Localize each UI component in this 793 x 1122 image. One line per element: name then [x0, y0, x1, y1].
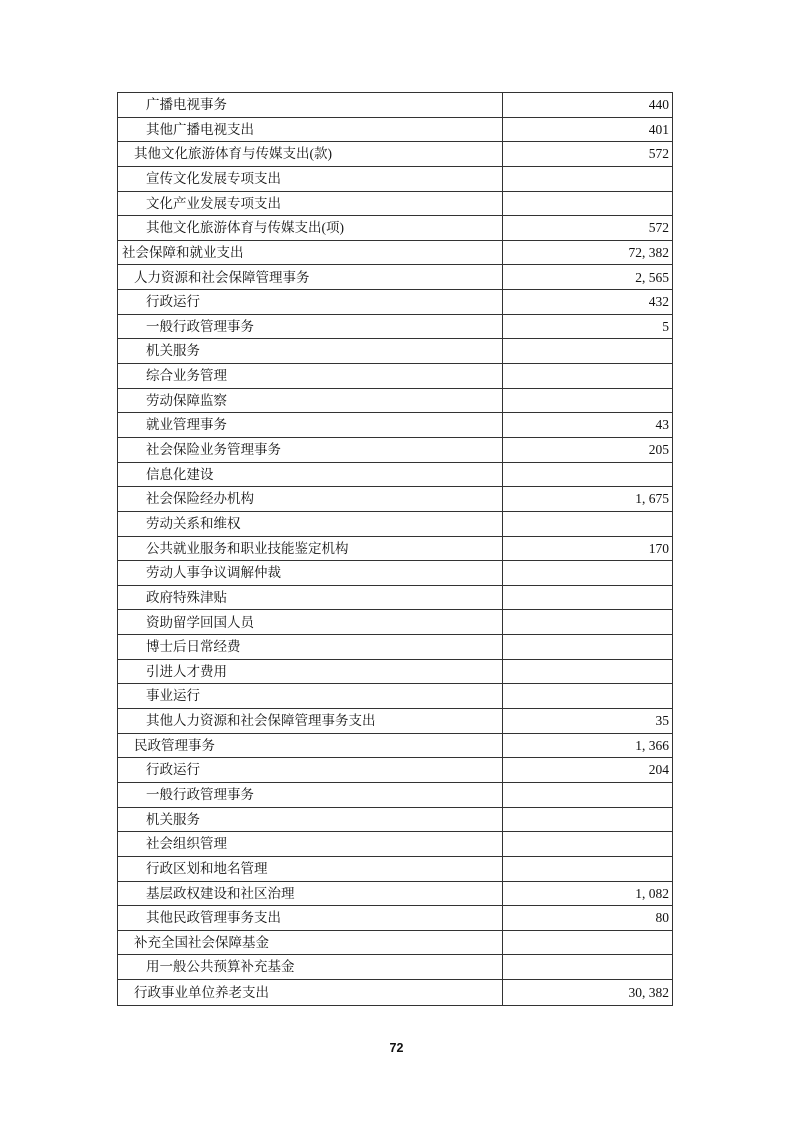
- item-name-cell: 劳动人事争议调解仲裁: [118, 561, 503, 585]
- table-row: [118, 290, 672, 315]
- item-name-cell: 社会保障和就业支出: [118, 241, 503, 265]
- table-row: [118, 389, 672, 414]
- table-row: [118, 463, 672, 488]
- amount-cell: [503, 463, 672, 487]
- item-name-cell: 其他人力资源和社会保障管理事务支出: [118, 709, 503, 733]
- amount-cell: [503, 684, 672, 708]
- table-row: [118, 586, 672, 611]
- table-row: [118, 93, 672, 118]
- amount-cell: 30, 382: [628, 984, 669, 1000]
- table-row: [118, 487, 672, 512]
- amount-cell: [503, 561, 672, 585]
- item-name-cell: 其他民政管理事务支出: [118, 906, 503, 930]
- table-row: [118, 438, 672, 463]
- table-row: [118, 635, 672, 660]
- amount-cell: 205: [648, 442, 669, 458]
- amount-cell: [503, 610, 672, 634]
- item-name-cell: 引进人才费用: [118, 660, 503, 684]
- table-row: [118, 684, 672, 709]
- amount-cell: [503, 364, 672, 388]
- table-row: [118, 561, 672, 586]
- item-name-cell: 其他广播电视支出: [118, 118, 503, 142]
- table-row: [118, 906, 672, 931]
- amount-cell: 440: [648, 97, 669, 113]
- table-row: [118, 192, 672, 217]
- amount-cell: 2, 565: [635, 269, 669, 285]
- table-row: [118, 882, 672, 907]
- table-row: [118, 364, 672, 389]
- table-row: [118, 832, 672, 857]
- amount-cell: 1, 082: [635, 885, 669, 901]
- table-row: [118, 857, 672, 882]
- item-name-cell: 其他文化旅游体育与传媒支出(款): [118, 142, 503, 166]
- table-row: [118, 512, 672, 537]
- item-name-cell: 行政运行: [118, 290, 503, 314]
- amount-cell: [503, 167, 672, 191]
- item-name-cell: 资助留学回国人员: [118, 610, 503, 634]
- table-row: [118, 734, 672, 759]
- item-name-cell: 社会保险业务管理事务: [118, 438, 503, 462]
- amount-cell: [503, 635, 672, 659]
- item-name-cell: 公共就业服务和职业技能鉴定机构: [118, 537, 503, 561]
- item-name-cell: 政府特殊津贴: [118, 586, 503, 610]
- table-row: [118, 808, 672, 833]
- amount-cell: 401: [648, 121, 669, 137]
- item-name-cell: 用一般公共预算补充基金: [118, 955, 503, 979]
- table-row: [118, 980, 672, 1005]
- table-row: [118, 537, 672, 562]
- amount-cell: [503, 339, 672, 363]
- item-name-cell: 一般行政管理事务: [118, 315, 503, 339]
- amount-cell: [503, 931, 672, 955]
- table-row: [118, 709, 672, 734]
- amount-cell: 572: [648, 220, 669, 236]
- table-row: [118, 413, 672, 438]
- amount-cell: 572: [648, 146, 669, 162]
- table-row: [118, 315, 672, 340]
- item-name-cell: 一般行政管理事务: [118, 783, 503, 807]
- item-name-cell: 信息化建设: [118, 463, 503, 487]
- item-name-cell: 社会组织管理: [118, 832, 503, 856]
- item-name-cell: 人力资源和社会保障管理事务: [118, 265, 503, 289]
- item-name-cell: 劳动关系和维权: [118, 512, 503, 536]
- amount-cell: 80: [655, 910, 669, 926]
- table-row: [118, 660, 672, 685]
- item-name-cell: 机关服务: [118, 808, 503, 832]
- table-row: [118, 955, 672, 980]
- amount-cell: [503, 832, 672, 856]
- amount-cell: 1, 366: [635, 737, 669, 753]
- table-row: [118, 610, 672, 635]
- amount-cell: 170: [648, 540, 669, 556]
- item-name-cell: 行政区划和地名管理: [118, 857, 503, 881]
- amount-cell: 43: [655, 417, 669, 433]
- item-name-cell: 行政运行: [118, 758, 503, 782]
- amount-cell: [503, 955, 672, 979]
- item-name-cell: 行政事业单位养老支出: [118, 980, 503, 1005]
- table-row: [118, 339, 672, 364]
- amount-cell: [503, 586, 672, 610]
- amount-cell: [503, 660, 672, 684]
- amount-cell: [503, 783, 672, 807]
- item-name-cell: 广播电视事务: [118, 93, 503, 117]
- item-name-cell: 民政管理事务: [118, 734, 503, 758]
- table-row: [118, 118, 672, 143]
- item-name-cell: 补充全国社会保障基金: [118, 931, 503, 955]
- page-number: 72: [389, 1041, 404, 1055]
- table-row: [118, 931, 672, 956]
- item-name-cell: 社会保险经办机构: [118, 487, 503, 511]
- item-name-cell: 宣传文化发展专项支出: [118, 167, 503, 191]
- item-name-cell: 博士后日常经费: [118, 635, 503, 659]
- budget-table-body: [118, 93, 672, 1005]
- table-row: [118, 167, 672, 192]
- item-name-cell: 基层政权建设和社区治理: [118, 882, 503, 906]
- amount-cell: [503, 857, 672, 881]
- amount-cell: 1, 675: [635, 491, 669, 507]
- budget-table: [117, 92, 673, 1006]
- table-row: [118, 216, 672, 241]
- table-row: [118, 241, 672, 266]
- item-name-cell: 就业管理事务: [118, 413, 503, 437]
- amount-cell: [503, 808, 672, 832]
- amount-cell: 35: [655, 713, 669, 729]
- table-row: [118, 142, 672, 167]
- table-row: [118, 758, 672, 783]
- item-name-cell: 文化产业发展专项支出: [118, 192, 503, 216]
- amount-cell: [503, 389, 672, 413]
- amount-cell: [503, 512, 672, 536]
- amount-cell: [503, 192, 672, 216]
- amount-cell: 5: [662, 318, 669, 334]
- item-name-cell: 事业运行: [118, 684, 503, 708]
- item-name-cell: 机关服务: [118, 339, 503, 363]
- amount-cell: 72, 382: [628, 244, 669, 260]
- table-row: [118, 783, 672, 808]
- amount-cell: 432: [648, 294, 669, 310]
- item-name-cell: 其他文化旅游体育与传媒支出(项): [118, 216, 503, 240]
- item-name-cell: 劳动保障监察: [118, 389, 503, 413]
- item-name-cell: 综合业务管理: [118, 364, 503, 388]
- table-row: [118, 265, 672, 290]
- amount-cell: 204: [648, 762, 669, 778]
